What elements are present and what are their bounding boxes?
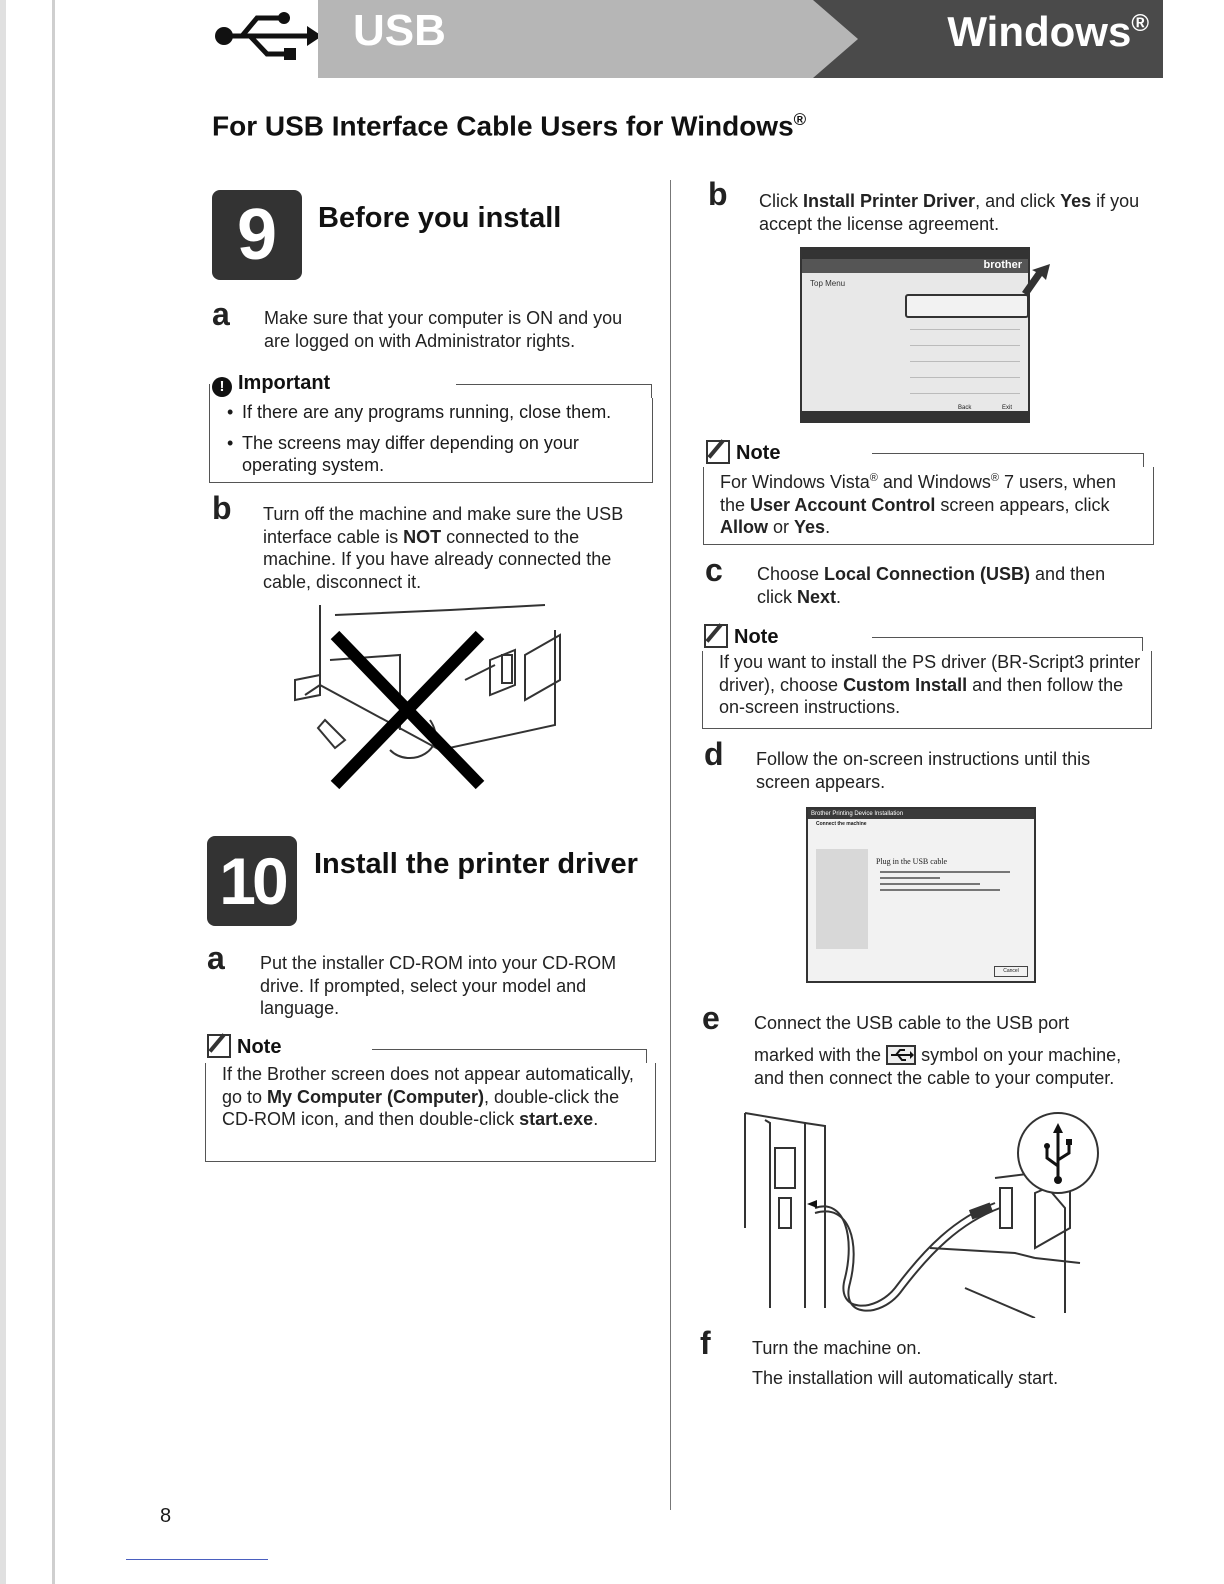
usb-connection-illustration: [735, 1108, 1105, 1318]
step-10-note-box: If the Brother screen does not appear automatically, go to My Computer (Computer), double-click the CD-ROM icon, and then double-click start.exe.: [205, 1063, 656, 1162]
step-9a-letter: a: [212, 296, 230, 332]
page-heading: For USB Interface Cable Users for Windows®: [212, 110, 807, 142]
note-heading: Note: [706, 440, 780, 465]
note-box-right-top: [646, 1049, 647, 1063]
step-b-install-text: Click Install Printer Driver, and click Yes if you accept the license agreement.: [759, 191, 1140, 234]
note-box-top: [872, 637, 1143, 638]
installer-subtitle: Connect the machine: [816, 821, 867, 827]
step-d-letter: d: [704, 736, 724, 772]
step-10a-text: Put the installer CD-ROM into your CD-ROM drive. If prompted, select your model and language.: [260, 953, 617, 1018]
footer-rule: [126, 1559, 268, 1560]
step-d-text: Follow the on-screen instructions until this screen appears.: [756, 749, 1091, 792]
column-divider: [670, 180, 671, 1510]
step-f-line1: Turn the machine on.: [752, 1338, 922, 1358]
page-number: 8: [160, 1505, 172, 1527]
screenshot-titlebar: [802, 249, 1028, 259]
menu-options-list: [910, 319, 1020, 407]
plug-usb-heading: Plug in the USB cable: [876, 857, 948, 866]
plug-usb-screenshot: [806, 807, 1036, 983]
step-f-letter: f: [700, 1325, 711, 1361]
step-9b-text: Turn off the machine and make sure the USB interface cable is NOT connected to the machine. If you have already connected the cable, disconnect it.: [263, 504, 624, 592]
note-box-right-top: [1143, 453, 1144, 467]
vista-note-box: For Windows Vista® and Windows® 7 users, when the User Account Control screen appears, click Allow or Yes.: [703, 467, 1154, 545]
important-heading: ! Important: [212, 372, 330, 397]
header-section-label: USB: [353, 6, 446, 55]
usb-plug-image: [816, 849, 868, 949]
top-menu-screenshot: [800, 247, 1030, 423]
pointer-arrow-icon: [1020, 262, 1054, 296]
header-banner: [318, 0, 1163, 78]
step-10-badge: 10: [207, 836, 297, 926]
step-e-line1: Connect the USB cable to the USB port: [754, 1013, 1070, 1033]
important-box-right-top: [651, 384, 652, 398]
cancel-button: Cancel: [994, 966, 1028, 977]
step-e-letter: e: [702, 1000, 720, 1036]
step-10a-letter: a: [207, 940, 225, 976]
binding-edge: [52, 0, 55, 1584]
note-box-right-top: [1142, 637, 1143, 651]
step-10-title: Install the printer driver: [314, 848, 638, 880]
important-box-left-top: [209, 384, 210, 398]
installer-window-title: Brother Printing Device Installation: [808, 809, 1034, 819]
disconnect-cable-illustration: [290, 600, 580, 795]
exit-button: Exit: [1002, 405, 1013, 411]
usb-port-symbol-icon: [886, 1045, 916, 1065]
note-box-top: [372, 1049, 647, 1050]
important-box: [209, 398, 653, 483]
step-f-line2: The installation will automatically start.: [752, 1368, 1059, 1388]
exclamation-icon: !: [212, 377, 232, 397]
step-c-letter: c: [705, 552, 723, 588]
top-menu-title: Top Menu: [810, 279, 846, 288]
note-box-top: [872, 453, 1144, 454]
usb-logo-icon: [212, 8, 322, 63]
install-printer-driver-option: [905, 294, 1029, 318]
step-9r-b-letter: b: [708, 176, 728, 212]
step-9b-letter: b: [212, 490, 232, 526]
note-pencil-icon: [207, 1034, 231, 1058]
step-9-badge: 9: [212, 190, 302, 280]
page-edge-shadow: [0, 0, 6, 1584]
note-pencil-icon: [704, 624, 728, 648]
brother-logo: brother: [802, 259, 1028, 273]
header-os-label: Windows®: [947, 8, 1149, 55]
step-9a-text: Make sure that your computer is ON and you are logged on with Administrator rights.: [264, 308, 623, 351]
step-9-title: Before you install: [318, 202, 562, 234]
instruction-lines: [880, 871, 1020, 899]
back-button: Back: [958, 405, 972, 411]
step-e-text: marked with the symbol on your machine, and then connect the cable to your computer.: [754, 1045, 1122, 1088]
ps-driver-note-box: If you want to install the PS driver (BR-Script3 printer driver), choose Custom Install and then follow the on-screen instructions.: [702, 651, 1152, 729]
note-heading: Note: [207, 1034, 281, 1059]
important-item: • The screens may differ depending on your operating system.: [210, 432, 652, 477]
step-c-text: Choose Local Connection (USB) and then click Next.: [757, 564, 1106, 607]
important-box-top: [456, 384, 652, 385]
important-item: • If there are any programs running, close them.: [210, 401, 652, 424]
note-heading: Note: [704, 624, 778, 649]
note-pencil-icon: [706, 440, 730, 464]
